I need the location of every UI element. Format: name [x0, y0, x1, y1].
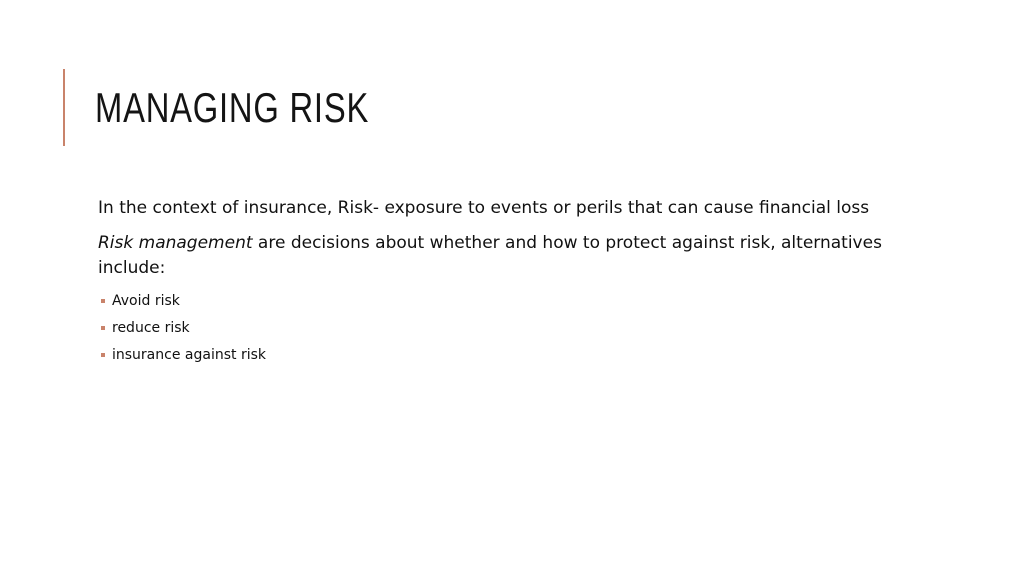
- title-accent-bar: [63, 69, 65, 146]
- alternatives-list: [98, 291, 898, 365]
- slide-body: [98, 196, 898, 372]
- list-item: [98, 318, 898, 338]
- definition-paragraph: In the context of insurance, Risk- exposure to events or perils that can cause financial loss: [98, 198, 870, 218]
- risk-management-paragraph: [98, 231, 898, 281]
- list-item-label: insurance against risk: [112, 347, 266, 363]
- risk-management-text: are decisions about whether and how to protect against risk, alternatives include:: [98, 233, 882, 278]
- slide-title: MANAGING RISK: [95, 84, 370, 131]
- square-bullet-icon: [101, 353, 105, 357]
- list-item-label: reduce risk: [112, 320, 190, 336]
- square-bullet-icon: [101, 299, 105, 303]
- risk-management-term: Risk management: [98, 233, 253, 253]
- list-item: [98, 345, 898, 365]
- list-item: [98, 291, 898, 311]
- list-item-label: Avoid risk: [112, 293, 180, 309]
- square-bullet-icon: [101, 326, 105, 330]
